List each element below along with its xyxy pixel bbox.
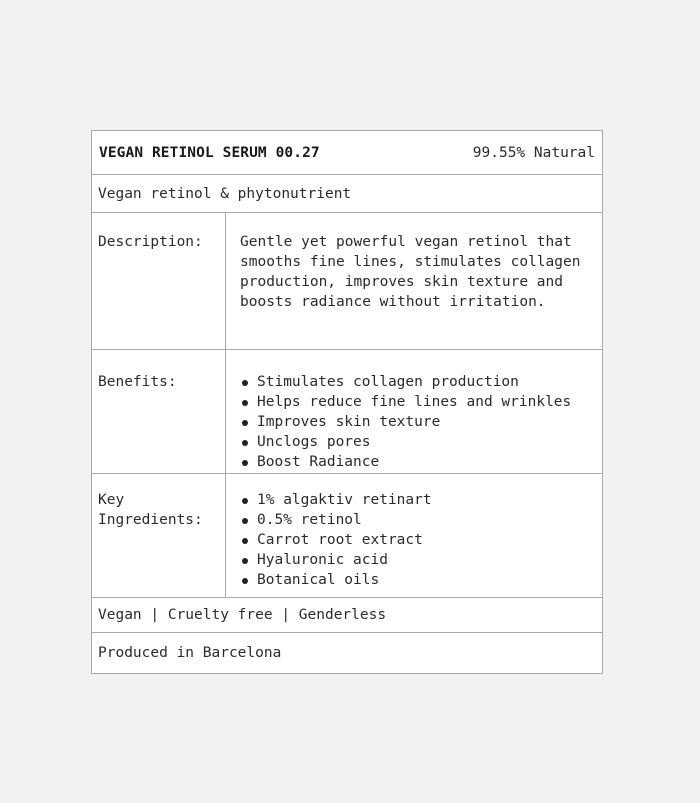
description-label: Description: — [92, 213, 226, 349]
ingredients-label — [92, 474, 226, 597]
list-item: Boost Radiance — [240, 452, 588, 472]
natural-percentage: 99.55% Natural — [472, 144, 595, 161]
list-item: Carrot root extract — [240, 530, 588, 550]
ingredients-list — [240, 490, 588, 590]
benefits-list — [240, 372, 588, 472]
ingredients-row — [92, 474, 602, 598]
list-item: 1% algaktiv retinart — [240, 490, 588, 510]
product-label-card — [91, 130, 603, 674]
ingredients-content — [226, 474, 602, 597]
tags-row — [92, 598, 602, 633]
list-item: Improves skin texture — [240, 412, 588, 432]
product-tags: Vegan | Cruelty free | Genderless — [98, 607, 387, 623]
list-item: Stimulates collagen production — [240, 372, 588, 392]
list-item: 0.5% retinol — [240, 510, 588, 530]
product-subtitle-row — [92, 175, 602, 213]
benefits-row — [92, 350, 602, 474]
product-name: VEGAN RETINOL SERUM 00.27 — [99, 144, 320, 161]
ingredients-label-line-2: Ingredients: — [98, 512, 203, 528]
benefits-label: Benefits: — [92, 350, 226, 473]
production-origin: Produced in Barcelona — [98, 645, 282, 661]
list-item: Unclogs pores — [240, 432, 588, 452]
description-row — [92, 213, 602, 350]
ingredients-label-line-1: Key — [98, 492, 125, 508]
label-header — [92, 131, 602, 175]
list-item: Hyaluronic acid — [240, 550, 588, 570]
description-text: Gentle yet powerful vegan retinol that smooths fine lines, stimulates collagen production, improves skin texture and boosts radiance without irritation. — [240, 234, 581, 310]
list-item: Botanical oils — [240, 570, 588, 590]
benefits-content — [226, 350, 602, 473]
list-item: Helps reduce fine lines and wrinkles — [240, 392, 588, 412]
product-subtitle: Vegan retinol & phytonutrient — [98, 185, 352, 202]
origin-row — [92, 633, 602, 673]
